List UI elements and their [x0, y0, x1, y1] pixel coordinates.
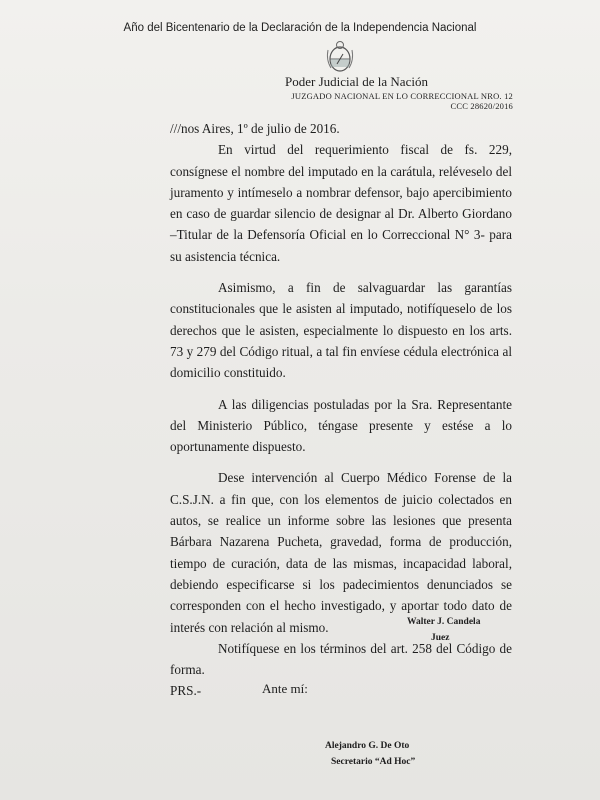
year-motto: Año del Bicentenario de la Declaración de la Independencia Nacional: [123, 22, 477, 34]
judge-name: Walter J. Candela: [407, 617, 481, 627]
judge-title: Juez: [431, 633, 450, 643]
secretary-title: Secretario “Ad Hoc”: [331, 757, 416, 767]
paragraph-2: Asimismo, a fin de salvaguardar las garantías constitucionales que le asisten al imputado, notifíqueselo de los derechos que le asisten, especialmente lo dispuesto en los arts. 73 y 279 del Código ritual, a tal fin envíese cédula electrónica al domicilio constituido.: [170, 280, 512, 381]
closing-text: PRS.-: [170, 683, 202, 699]
case-number: CCC 28620/2016: [450, 101, 513, 111]
secretary-signature: [325, 738, 415, 770]
judge-signature: [407, 614, 480, 646]
paragraph-5: Notifíquese en los términos del art. 258 del Código de forma.: [170, 640, 512, 678]
secretary-name: Alejandro G. De Oto: [325, 741, 410, 751]
before-me-label: Ante mí:: [262, 681, 308, 696]
date-line: ///nos Aires, 1º de julio de 2016.: [170, 121, 340, 136]
court-division-block: [291, 91, 513, 111]
paragraph-3: A las diligencias postuladas por la Sra. Representante del Ministerio Público, téngase presente y estése a lo oportunamente dispuesto.: [170, 396, 512, 455]
paragraph-4: Dese intervención al Cuerpo Médico Forense de la C.S.J.N. a fin que, con los elementos de juicio colectados en autos, se realice un informe sobre las lesiones que presenta Bárbara Nazarena Pucheta, gravedad, forma de producción, tiempo de curación, data de las mismas, incapacidad laboral, debiendo especificarse si los padecimientos denunciados se corresponden con el hecho investigado, y aportar todo dato de interés con relación al mismo.: [170, 470, 512, 635]
court-name: Poder Judicial de la Nación: [285, 74, 428, 89]
court-division: JUZGADO NACIONAL EN LO CORRECCIONAL NRO. 12: [291, 91, 513, 101]
argentina-coat-of-arms-icon: [325, 40, 355, 74]
paragraph-1: En virtud del requerimiento fiscal de fs. 229, consígnese el nombre del imputado en la carátula, reléveselo del juramento y intímeselo a nombrar defensor, bajo apercibimiento en caso de guardar silencio de designar al Dr. Alberto Giordano –Titular de la Defensoría Oficial en lo Correccional N° 3- para su asistencia técnica.: [170, 142, 512, 264]
